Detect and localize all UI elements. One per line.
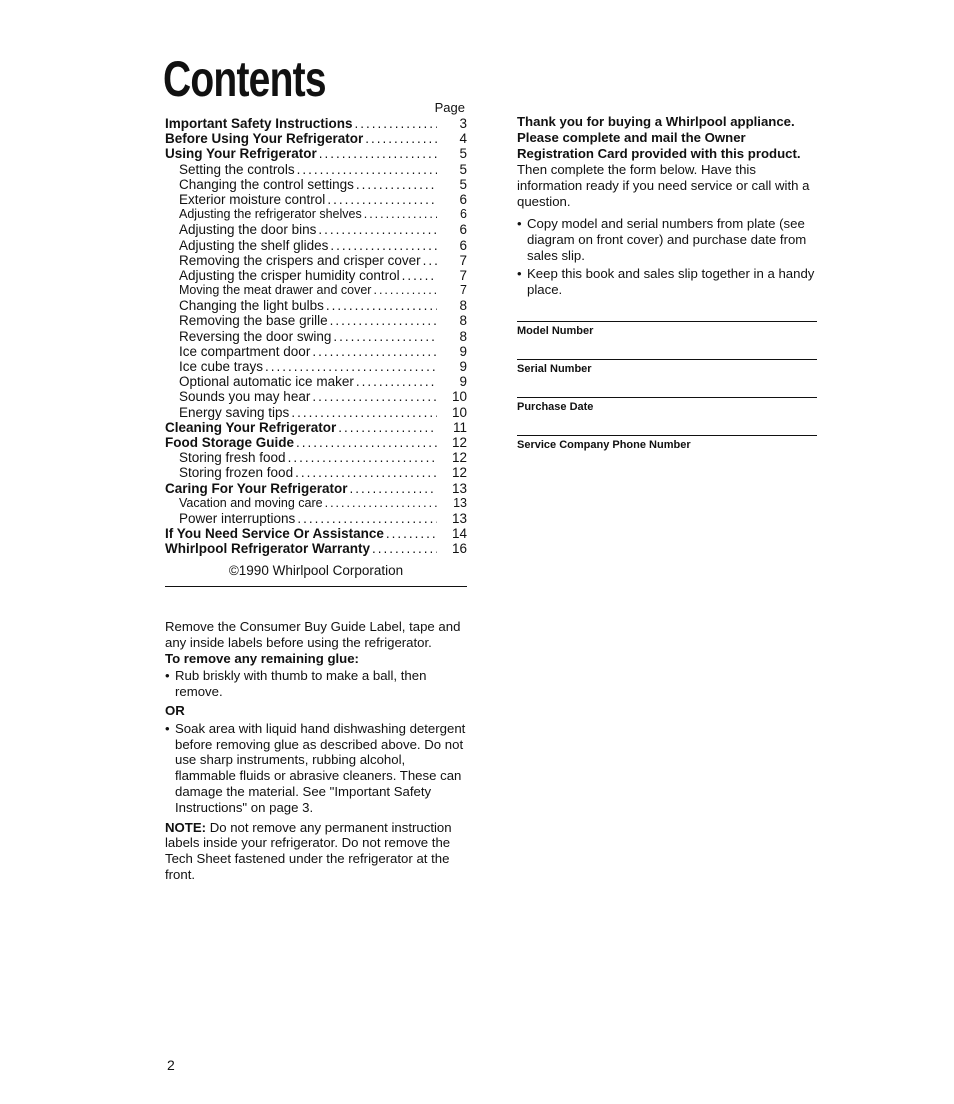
toc-entry-title: Energy saving tips — [179, 404, 290, 420]
bullet-text: Rub briskly with thumb to make a ball, then remove. — [175, 668, 427, 700]
purchase-date-label: Purchase Date — [517, 401, 594, 413]
thank-you-bullet — [517, 216, 817, 264]
toc-entry-title: Using Your Refrigerator — [165, 146, 317, 162]
toc-entry — [165, 450, 467, 465]
table-of-contents — [165, 100, 467, 587]
toc-entry-page: 7 — [459, 267, 467, 283]
toc-entry-title: Sounds you may hear — [179, 389, 311, 405]
toc-leader-dots — [296, 435, 437, 450]
toc-entry — [165, 420, 467, 435]
toc-entry — [165, 496, 467, 511]
toc-leader-dots — [312, 389, 437, 404]
toc-leader-dots — [297, 511, 437, 526]
toc-entry — [165, 405, 467, 420]
thank-you-body: Then complete the form below. Have this information ready if you need service or call with a question. — [517, 162, 810, 209]
toc-leader-dots — [327, 192, 437, 207]
toc-entry-title: Adjusting the shelf glides — [179, 237, 329, 253]
label-removal-section — [165, 619, 467, 883]
toc-entry-page: 5 — [459, 176, 467, 192]
toc-entry — [165, 268, 467, 283]
toc-leader-dots — [356, 177, 437, 192]
toc-leader-dots — [333, 329, 437, 344]
toc-leader-dots — [355, 116, 437, 131]
toc-leader-dots — [386, 526, 437, 541]
toc-entry — [165, 222, 467, 237]
toc-entry-title: Removing the crispers and crisper cover — [179, 252, 421, 268]
toc-entry-page: 8 — [459, 298, 467, 314]
page-title: Contents — [163, 51, 326, 107]
toc-entry-page: 7 — [459, 252, 467, 268]
toc-entry-page: 10 — [451, 404, 467, 420]
toc-entry-page: 13 — [451, 480, 467, 496]
purchase-date-field — [517, 397, 817, 435]
toc-leader-dots — [325, 496, 437, 511]
toc-entry-page: 10 — [451, 389, 467, 405]
toc-leader-dots — [326, 298, 437, 313]
toc-leader-dots — [297, 162, 437, 177]
or-label: OR — [165, 702, 185, 718]
toc-entry-title: Setting the controls — [179, 161, 295, 177]
toc-leader-dots — [373, 283, 437, 298]
toc-entry-page: 5 — [459, 146, 467, 162]
toc-entry-title: Storing frozen food — [179, 465, 294, 481]
serial-number-field — [517, 359, 817, 397]
registration-panel — [517, 114, 817, 473]
note-text: Do not remove any permanent instruction labels inside your refrigerator. Do not remove the Tech Sheet fastened under the refrigerator at the front. — [165, 819, 452, 882]
toc-entry — [165, 146, 467, 161]
toc-leader-dots — [365, 131, 437, 146]
toc-entry-title: Reversing the door swing — [179, 328, 332, 344]
toc-entry-title: Important Safety Instructions — [165, 116, 353, 131]
service-phone-label: Service Company Phone Number — [517, 439, 691, 451]
toc-leader-dots — [338, 420, 437, 435]
toc-entry-title: Ice compartment door — [179, 343, 311, 359]
toc-entry — [165, 526, 467, 541]
bullet-text: Keep this book and sales slip together in a handy place. — [527, 266, 815, 297]
toc-leader-dots — [312, 344, 437, 359]
toc-entry-page: 11 — [452, 419, 467, 435]
toc-entry-title: Changing the light bulbs — [179, 298, 324, 314]
toc-entry-page: 13 — [453, 495, 467, 510]
toc-entry — [165, 313, 467, 328]
toc-leader-dots — [291, 405, 437, 420]
copyright-notice: ©1990 Whirlpool Corporation — [165, 563, 467, 587]
toc-entry — [165, 344, 467, 359]
toc-entry-title: Power interruptions — [179, 510, 296, 526]
toc-entry — [165, 298, 467, 313]
model-number-field — [517, 321, 817, 359]
glue-heading: To remove any remaining glue: — [165, 650, 359, 666]
toc-entry-title: Optional automatic ice maker — [179, 374, 354, 390]
thank-you-bullet — [517, 266, 817, 298]
toc-entry-page: 6 — [459, 222, 467, 238]
toc-entry-title: Before Using Your Refrigerator — [165, 131, 364, 147]
service-phone-field — [517, 435, 817, 473]
glue-bullet — [165, 721, 467, 816]
toc-entry — [165, 207, 467, 222]
toc-entry — [165, 481, 467, 496]
toc-entry-page: 9 — [459, 374, 467, 390]
toc-entry — [165, 389, 467, 404]
page-number: 2 — [167, 1057, 175, 1073]
toc-list — [165, 116, 467, 556]
toc-entry-page: 5 — [459, 161, 467, 177]
toc-entry-page: 9 — [459, 359, 467, 374]
toc-entry-title: Adjusting the door bins — [179, 222, 317, 238]
bullet-text: Soak area with liquid hand dishwashing detergent before removing glue as described above. Do not use sharp instruments, rubbing alcohol, flammable fluids or abrasive cleaners. These can damage the material. See "Important Safety Instructions" on page 3. — [175, 720, 466, 815]
toc-entry-title: Changing the control settings — [179, 176, 354, 192]
toc-entry — [165, 374, 467, 389]
toc-leader-dots — [364, 207, 437, 222]
serial-number-label: Serial Number — [517, 363, 592, 375]
toc-entry-title: Ice cube trays — [179, 359, 264, 374]
toc-entry-page: 13 — [451, 510, 467, 526]
toc-entry — [165, 131, 467, 146]
toc-leader-dots — [350, 481, 437, 496]
toc-entry-title: If You Need Service Or Assistance — [165, 526, 384, 542]
bullet-icon: • — [517, 266, 522, 281]
toc-leader-dots — [265, 359, 437, 374]
toc-entry-page: 12 — [451, 450, 467, 466]
toc-entry — [165, 238, 467, 253]
toc-leader-dots — [330, 238, 437, 253]
toc-entry-page: 12 — [451, 465, 467, 481]
toc-entry — [165, 329, 467, 344]
toc-entry — [165, 253, 467, 268]
toc-page-header: Page — [434, 100, 465, 115]
toc-entry — [165, 177, 467, 192]
model-number-label: Model Number — [517, 325, 594, 337]
toc-entry-page: 12 — [451, 434, 467, 450]
toc-entry — [165, 511, 467, 526]
toc-entry — [165, 283, 467, 298]
toc-leader-dots — [423, 253, 437, 268]
label-removal-intro: Remove the Consumer Buy Guide Label, tape and any inside labels before using the refrigerator. — [165, 619, 461, 650]
bullet-text: Copy model and serial numbers from plate (see diagram on front cover) and purchase date from sales slip. — [527, 216, 807, 263]
toc-entry — [165, 465, 467, 480]
toc-entry-title: Removing the base grille — [179, 313, 328, 329]
toc-entry-title: Storing fresh food — [179, 450, 286, 466]
toc-leader-dots — [356, 374, 437, 389]
toc-entry-page: 14 — [451, 526, 467, 542]
bullet-icon: • — [165, 668, 170, 684]
toc-entry-title: Caring For Your Refrigerator — [165, 480, 348, 496]
toc-leader-dots — [372, 541, 437, 556]
bullet-icon: • — [165, 720, 170, 736]
toc-entry-page: 4 — [459, 131, 467, 147]
glue-bullet — [165, 668, 467, 700]
thank-you-heading: Thank you for buying a Whirlpool appliance. Please complete and mail the Owner Registration Card provided with this product. — [517, 114, 801, 161]
toc-entry-page: 6 — [459, 237, 467, 253]
toc-leader-dots — [295, 465, 437, 480]
toc-entry — [165, 116, 467, 131]
note-label: NOTE: — [165, 819, 207, 835]
toc-entry-page: 3 — [459, 116, 467, 131]
toc-entry-title: Food Storage Guide — [165, 434, 295, 450]
toc-entry — [165, 192, 467, 207]
toc-entry-page: 9 — [459, 343, 467, 359]
toc-leader-dots — [318, 222, 437, 237]
toc-leader-dots — [288, 450, 437, 465]
toc-entry — [165, 435, 467, 450]
toc-entry-title: Exterior moisture control — [179, 191, 326, 207]
toc-entry-page: 8 — [459, 328, 467, 344]
toc-entry — [165, 162, 467, 177]
toc-entry-title: Vacation and moving care — [179, 495, 323, 510]
toc-leader-dots — [402, 268, 437, 283]
toc-entry-title: Adjusting the crisper humidity control — [179, 267, 400, 283]
note-paragraph — [165, 820, 467, 883]
toc-entry-title: Moving the meat drawer and cover — [179, 283, 372, 298]
toc-entry-page: 7 — [460, 283, 467, 298]
toc-entry-page: 16 — [451, 541, 467, 557]
toc-entry-title: Adjusting the refrigerator shelves — [179, 207, 362, 222]
toc-entry-page: 6 — [460, 207, 467, 222]
toc-entry-page: 6 — [459, 191, 467, 207]
toc-entry-title: Whirlpool Refrigerator Warranty — [165, 541, 371, 557]
toc-entry — [165, 359, 467, 374]
toc-entry — [165, 541, 467, 556]
toc-entry-title: Cleaning Your Refrigerator — [165, 419, 337, 435]
toc-entry-page: 8 — [459, 313, 467, 329]
bullet-icon: • — [517, 216, 522, 231]
toc-leader-dots — [330, 313, 437, 328]
toc-leader-dots — [319, 146, 437, 161]
